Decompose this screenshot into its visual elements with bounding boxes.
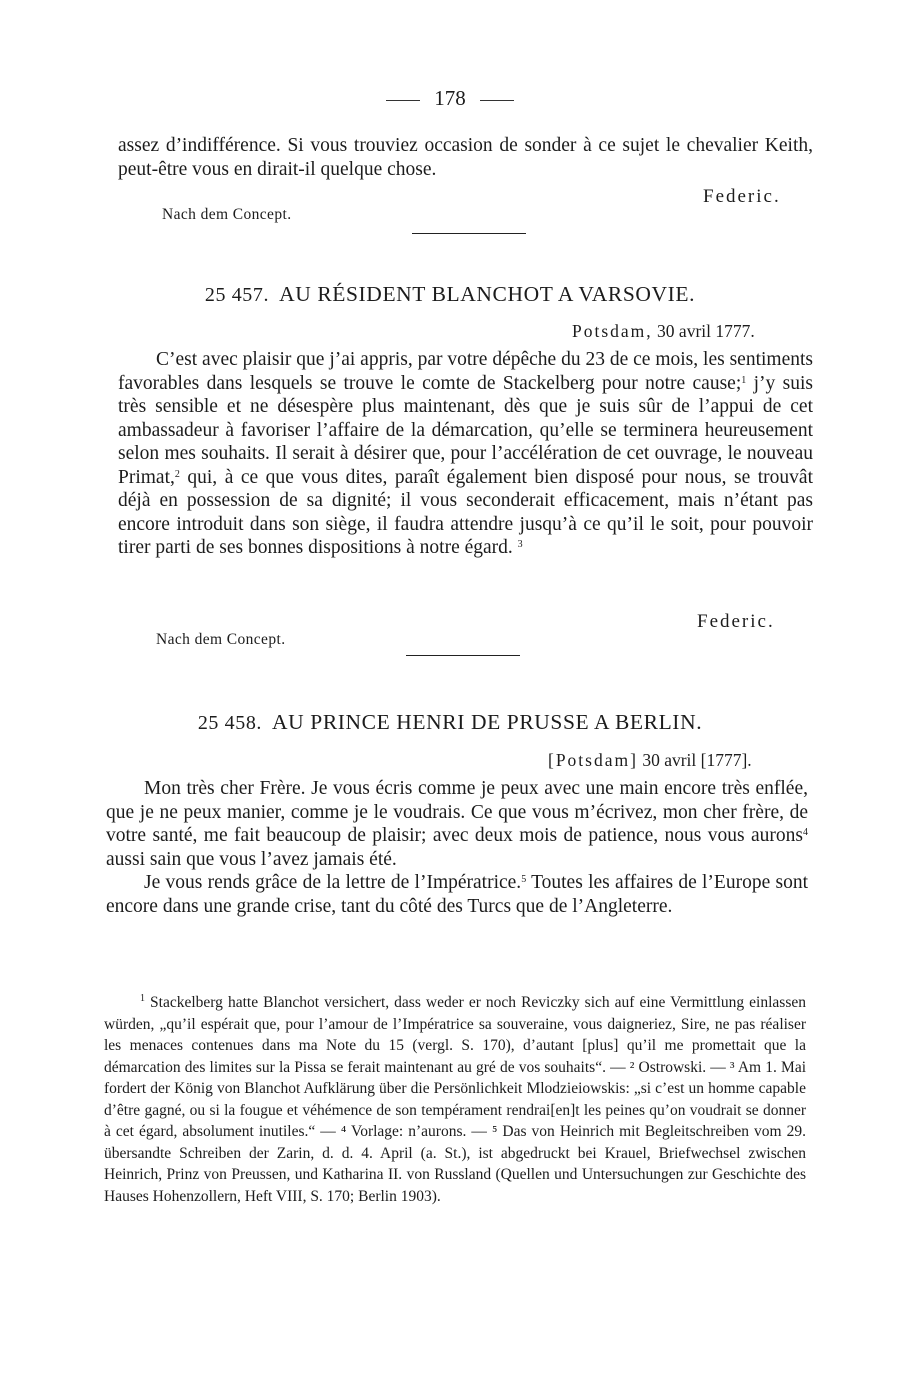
dateline-date: 30 avril [1777]. <box>642 750 752 770</box>
footnote-text <box>104 992 806 1207</box>
letter-heading <box>0 710 900 735</box>
letter-title: AU PRINCE HENRI DE PRUSSE A BERLIN. <box>272 710 703 734</box>
footnote-ref: 3 <box>517 539 523 550</box>
dateline-place: Potsdam, <box>572 321 653 341</box>
letter-dateline <box>572 321 755 342</box>
folio-dash-left <box>386 100 420 101</box>
text-run: aussi sain que vous l’avez jamais été. <box>106 848 397 870</box>
letter-signature: Federic. <box>697 611 775 632</box>
page-number-text: 178 <box>434 86 466 110</box>
continuation-paragraph <box>118 134 813 181</box>
footnote-ref: 5 <box>521 874 527 885</box>
letter-body <box>118 348 813 560</box>
text-run: qui, à ce que vous dites, paraît également bien disposé pour nous, se trouvât déjà en possession de sa dignité; il vous seconderait efficacement, mais n’étant pas encore introduit dans son siège, il faudra attendre jusqu’à ce qu’il le soit, pour pouvoir tirer parti de ses bonnes dispositions à notre égard. <box>118 466 813 558</box>
letter-number: 25 458. <box>197 712 263 734</box>
continuation-text: assez d’indifférence. Si vous trouviez occasion de sonder à ce sujet le chevalier Keith, peut-être vous en dirait-il quelque chose. <box>118 135 813 180</box>
letter-paragraph <box>106 871 808 918</box>
footnote-ref: 1 <box>741 374 747 386</box>
folio-dash-right <box>480 100 514 101</box>
footnote-body: Stackelberg hatte Blanchot versichert, dass weder er noch Reviczky sich auf eine Vermittlung einlassen würden, „qu’il espérait que, pour l’amour de l’Impératrice sa souveraine, vous daigneriez, Sire, ne pas réaliser les menaces contenues dans ma Note du 15 (vergl. S. 170), d’autant [plus] qu’il me promettait que la démarcation des limites sur la Pissa se ferait maintenant au gré de vos souhaits“. — ² Ostrowski. — ³ Am 1. Mai fordert der König von Blanchot Aufklärung über die Persönlichkeit Mlodzieiowskis: „si c’est un homme capable d’être gagné, ou si la fougue et véhémence de son tempérament rendrai[en]t les peines qu’on voudrait se donner à cet égard, absolument inutiles.“ — ⁴ Vorlage: n’aurons. — ⁵ Das von Heinrich mit Begleitschreiben vom 29. übersandte Schreiben der Zarin, d. d. 4. April (a. St.), ist abgedruckt bei Krauel, Briefwechsel zwischen Heinrich, Prinz von Preussen, und Katharina II. von Russland (Quellen und Untersuchungen zur Geschichte des Hauses Hohenzollern, Heft VIII, S. 170; Berlin 1903). <box>104 994 806 1205</box>
letter-paragraph <box>118 348 813 560</box>
dateline-place: [Potsdam] <box>548 750 638 770</box>
footnote-marker: 1 <box>140 993 145 1004</box>
text-run: Je vous rends grâce de la lettre de l’Impératrice. <box>144 872 522 893</box>
section-divider <box>406 655 520 656</box>
footnote-ref: 4 <box>803 827 808 838</box>
letter-number: 25 457. <box>204 284 270 306</box>
letter-source-note: Nach dem Concept. <box>156 631 286 648</box>
letter-dateline <box>548 750 752 771</box>
text-run: C’est avec plaisir que j’ai appris, par votre dépêche du 23 de ce mois, les sentiments favorables dans lesquels se trouve le comte de Stackelberg pour notre cause; <box>118 349 813 394</box>
letter-body <box>106 777 808 918</box>
letter-paragraph <box>106 777 808 871</box>
page-number <box>0 86 900 111</box>
text-run: j’y suis très sensible et ne désespère plus maintenant, dès que je suis sûr de l’appui de cet ambassadeur à favoriser l’affaire de la démarcation, qu’elle se terminera heureusement selon mes souhaits. Il serait à désirer que, pour l’accélération de cet ouvrage, le nouveau Primat, <box>118 372 813 488</box>
text-run: Mon très cher Frère. Je vous écris comme je peux avec une main encore très enflée, que je ne peux manier, comme je le voudrais. Ce que vous m’écrivez, mon cher frère, de votre santé, me fait beaucoup de plaisir; avec deux mois de patience, nous vous aurons <box>106 778 808 846</box>
section-divider <box>412 233 526 234</box>
letter-heading <box>0 282 900 307</box>
footnote-ref: 2 <box>174 468 180 480</box>
footnotes <box>104 992 806 1207</box>
continuation-source-note: Nach dem Concept. <box>162 206 292 223</box>
text-run: Toutes les affaires de l’Europe sont encore dans une grande crise, tant du côté des Turcs que de l’Angleterre. <box>106 872 808 917</box>
dateline-date: 30 avril 1777. <box>657 321 755 341</box>
letter-title: AU RÉSIDENT BLANCHOT A VARSOVIE. <box>279 282 696 306</box>
continuation-signature: Federic. <box>703 186 781 207</box>
